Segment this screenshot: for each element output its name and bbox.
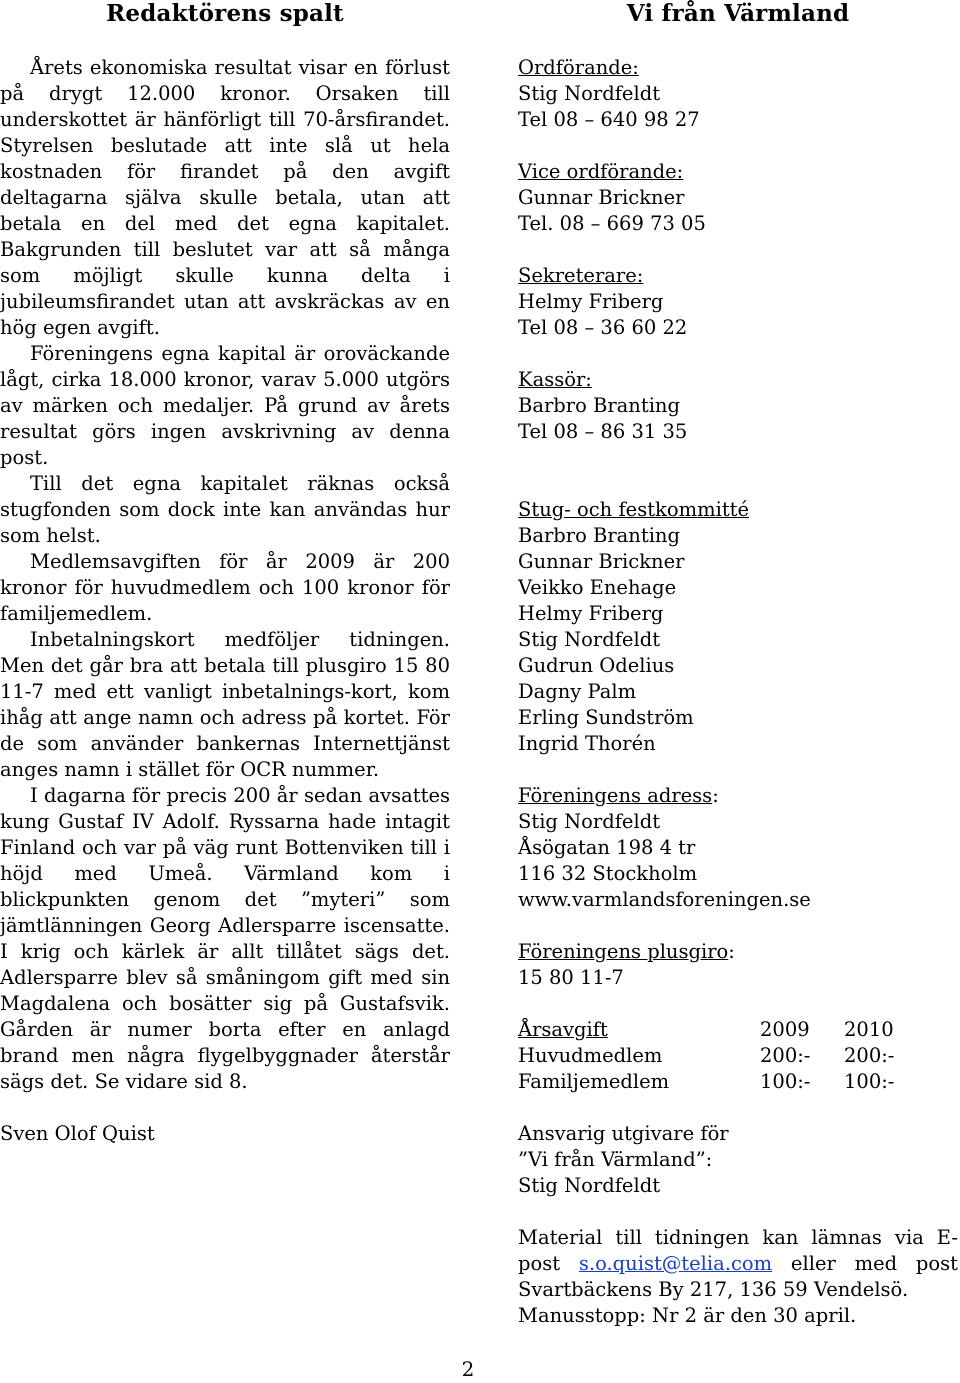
email-link[interactable]: s.o.quist@telia.com bbox=[578, 1252, 773, 1275]
address-title-line bbox=[518, 783, 958, 809]
address-line: 116 32 Stockholm bbox=[518, 862, 698, 885]
fees-row bbox=[518, 1069, 958, 1095]
committee-member: Erling Sundström bbox=[518, 706, 694, 729]
committee-member: Dagny Palm bbox=[518, 680, 637, 703]
committee-member: Veikko Enehage bbox=[518, 576, 677, 599]
chair-name: Stig Nordfeldt bbox=[518, 82, 661, 105]
vice-chair-name: Gunnar Brickner bbox=[518, 186, 685, 209]
article-paragraph: Till det egna kapitalet räknas också stugfonden som dock inte kan användas hur som helst. bbox=[0, 472, 450, 547]
address-line: Åsögatan 198 4 tr bbox=[518, 836, 696, 859]
treasurer-title: Kassör: bbox=[518, 368, 592, 391]
publisher-block bbox=[518, 1121, 958, 1199]
plusgiro-colon: : bbox=[728, 940, 735, 963]
plusgiro-block bbox=[518, 939, 958, 991]
article-signature: Sven Olof Quist bbox=[0, 1122, 155, 1145]
secretary-name: Helmy Friberg bbox=[518, 290, 664, 313]
material-text bbox=[518, 1225, 958, 1303]
association-heading: Vi från Värmland bbox=[626, 0, 850, 27]
secretary-block bbox=[518, 263, 958, 341]
chair-phone: Tel 08 – 640 98 27 bbox=[518, 108, 700, 131]
fees-row-value: 100:- bbox=[844, 1070, 895, 1093]
material-text-part: Material till tidningen kan lämnas via E-post bbox=[518, 1226, 958, 1275]
committee-member: Gudrun Odelius bbox=[518, 654, 675, 677]
committee-title: Stug- och festkommitté bbox=[518, 498, 750, 521]
plusgiro-title-line bbox=[518, 939, 958, 965]
fees-row-value: 100:- bbox=[760, 1070, 811, 1093]
material-text-part: eller med post Svartbäckens By 217, 136 59 Vendelsö. bbox=[518, 1252, 958, 1301]
editor-column bbox=[0, 0, 450, 1147]
committee-member: Gunnar Brickner bbox=[518, 550, 685, 573]
fees-row-value: 200:- bbox=[844, 1044, 895, 1067]
plusgiro-number: 15 80 11-7 bbox=[518, 966, 624, 989]
article-paragraph: I dagarna för precis 200 år sedan avsattes kung Gustaf IV Adolf. Ryssarna hade intagit Finland och var på väg runt Bottenviken till i höjd med Umeå. Värmland kom i blickpunkten genom det ”myteri” som jämtlänningen Georg Adlersparre iscensatte. I krig och kärlek är allt tillåtet sägs det. Adlersparre blev så småningom gift med sin Magdalena och bosätter sig på Gustafsvik. Gården är numer borta efter en anlagd brand men några flygelbyggnader återstår sägs det. Se vidare sid 8. bbox=[0, 784, 450, 1093]
article-paragraph: Årets ekonomiska resultat visar en förlust på drygt 12.000 kronor. Orsaken till underskottet är hänförligt till 70-årsfirandet. Styrelsen beslutade att inte slå ut hela kostnaden för firandet på den avgift deltagarna själva skulle betala, utan att betala en del med det egna kapitalet. Bakgrunden till beslutet var att så många som möjligt skulle kunna delta i jubileumsfirandet utan att avskräckas av en hög egen avgift. bbox=[0, 56, 450, 339]
article-paragraph: Föreningens egna kapital är oroväckande lågt, cirka 18.000 kronor, varav 5.000 utgörs av märken och medaljer. På grund av årets resultat görs ingen avskrivning av denna post. bbox=[0, 342, 450, 469]
fees-title: Årsavgift bbox=[518, 1018, 608, 1041]
address-line: Stig Nordfeldt bbox=[518, 810, 661, 833]
fees-row-label: Familjemedlem bbox=[518, 1070, 670, 1093]
editor-article bbox=[0, 55, 450, 1095]
vice-chair-block bbox=[518, 159, 958, 237]
plusgiro-title: Föreningens plusgiro bbox=[518, 940, 729, 963]
treasurer-name: Barbro Branting bbox=[518, 394, 680, 417]
fees-table bbox=[518, 1017, 958, 1095]
article-paragraph: Medlemsavgiften för år 2009 är 200 kronor för huvudmedlem och 100 kronor för familjemedlem. bbox=[0, 550, 450, 625]
vice-chair-phone: Tel. 08 – 669 73 05 bbox=[518, 212, 706, 235]
website-text: www.varmlandsforeningen.se bbox=[518, 888, 811, 911]
deadline-text: Manusstopp: Nr 2 är den 30 april. bbox=[518, 1304, 857, 1327]
publisher-name: Stig Nordfeldt bbox=[518, 1174, 661, 1197]
article-paragraph: Inbetalningskort medföljer tidningen. Men det går bra att betala till plusgiro 15 80 11-7 med ett vanligt inbetalnings-kort, kom ihåg att ange namn och adress på kortet. För de som använder bankernas Internettjänst anges namn i stället för OCR nummer. bbox=[0, 628, 450, 781]
secretary-title: Sekreterare: bbox=[518, 264, 644, 287]
committee-member: Helmy Friberg bbox=[518, 602, 664, 625]
fees-year: 2009 bbox=[760, 1018, 810, 1041]
chair-title: Ordförande: bbox=[518, 56, 639, 79]
fees-year: 2010 bbox=[844, 1018, 894, 1041]
committee-member: Barbro Branting bbox=[518, 524, 680, 547]
fees-row bbox=[518, 1043, 958, 1069]
secretary-phone: Tel 08 – 36 60 22 bbox=[518, 316, 688, 339]
vice-chair-title: Vice ordförande: bbox=[518, 160, 684, 183]
treasurer-phone: Tel 08 – 86 31 35 bbox=[518, 420, 688, 443]
page-number: 2 bbox=[461, 1357, 475, 1381]
publisher-line: Ansvarig utgivare för bbox=[518, 1122, 729, 1145]
address-colon: : bbox=[712, 784, 719, 807]
fees-row-value: 200:- bbox=[760, 1044, 811, 1067]
committee-member: Ingrid Thorén bbox=[518, 732, 656, 755]
association-info-column bbox=[518, 0, 958, 1329]
address-block bbox=[518, 783, 958, 913]
address-title: Föreningens adress bbox=[518, 784, 713, 807]
committee-block bbox=[518, 497, 958, 757]
fees-row-label: Huvudmedlem bbox=[518, 1044, 663, 1067]
committee-member: Stig Nordfeldt bbox=[518, 628, 661, 651]
chair-block bbox=[518, 55, 958, 133]
publisher-line: ”Vi från Värmland”: bbox=[518, 1148, 713, 1171]
fees-header-row bbox=[518, 1017, 958, 1043]
treasurer-block bbox=[518, 367, 958, 445]
material-block bbox=[518, 1225, 958, 1329]
editor-column-heading: Redaktörens spalt bbox=[106, 0, 344, 27]
